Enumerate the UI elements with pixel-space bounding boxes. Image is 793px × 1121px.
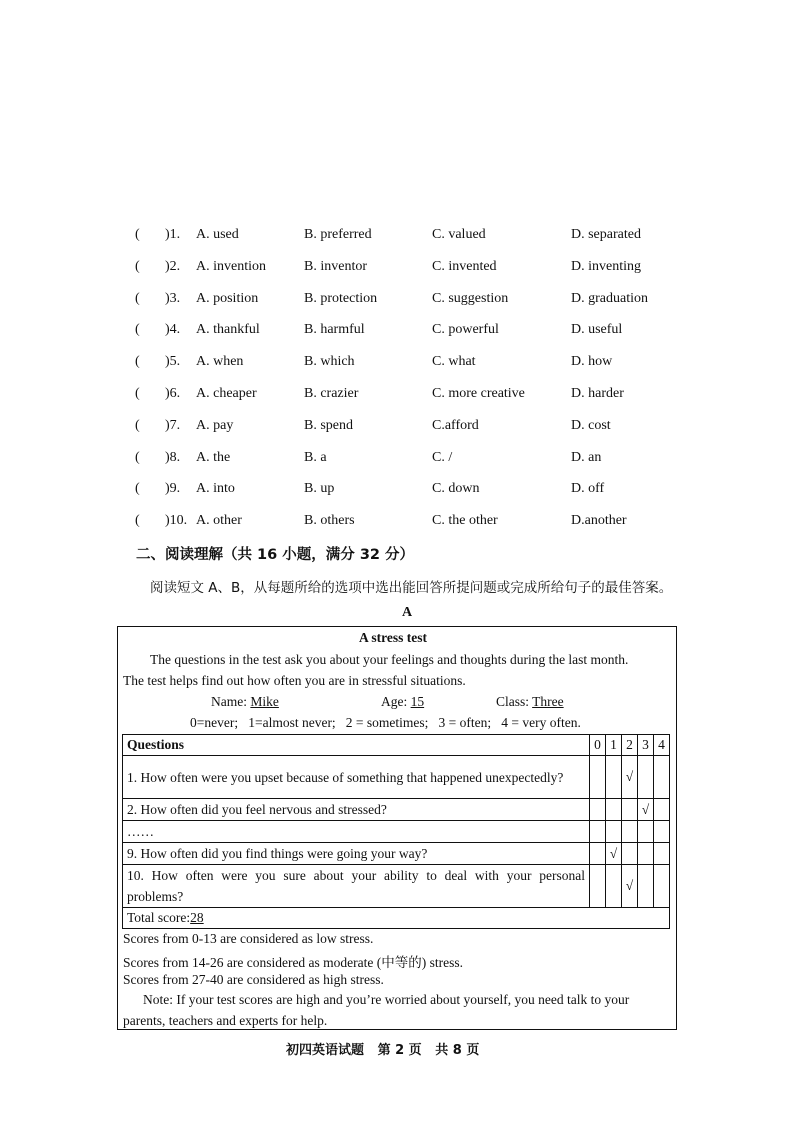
scale-column-header: 3 xyxy=(638,735,654,756)
option-b: B. a xyxy=(304,449,327,465)
option-d: D. harder xyxy=(571,386,624,401)
option-d: D. off xyxy=(571,481,605,497)
table-row xyxy=(123,843,670,865)
table-row xyxy=(123,799,670,821)
total-score-row xyxy=(123,908,670,929)
option-c: C. suggestion xyxy=(432,290,509,306)
empty-cell xyxy=(622,843,638,865)
option-c: C. down xyxy=(432,481,480,497)
option-d: D. useful xyxy=(571,322,623,338)
option-a: A. thankful xyxy=(196,322,260,338)
option-c: C. the other xyxy=(432,513,498,529)
question-text: 9. How often did you find things were going your way? xyxy=(123,843,590,865)
table-row xyxy=(123,865,670,908)
question-text: 2. How often did you feel nervous and stressed? xyxy=(123,799,590,821)
empty-cell xyxy=(654,756,670,799)
question-text: 10. How often were you sure about your ability to deal with your personal problems? xyxy=(123,865,590,908)
stress-test-title: A stress test xyxy=(359,630,427,645)
empty-cell xyxy=(606,821,622,843)
option-b: B. inventor xyxy=(304,258,367,274)
empty-cell xyxy=(622,799,638,821)
name-field: Name: Mike xyxy=(211,694,279,709)
question-number: )8. xyxy=(165,449,181,465)
answer-paren-open: ( xyxy=(135,322,140,338)
option-d: D. inventing xyxy=(571,258,641,274)
total-score: Total score:28 xyxy=(123,908,670,929)
table-row xyxy=(123,756,670,799)
age-field: Age: 15 xyxy=(381,694,425,709)
check-mark: √ xyxy=(622,756,638,799)
answer-paren-open: ( xyxy=(135,513,140,529)
empty-cell xyxy=(606,756,622,799)
rating-scale: 0=never; 1=almost never; 2 = sometimes; 3 = often; 4 = very often. xyxy=(190,715,581,730)
answer-paren-open: ( xyxy=(135,258,140,274)
stress-test-intro-2: The test helps find out how often you are in stressful situations. xyxy=(123,673,466,688)
score-range-moderate: Scores from 14-26 are considered as moderate (中等的) stress. xyxy=(123,955,464,970)
option-a: A. when xyxy=(196,354,244,370)
question-number: )9. xyxy=(165,481,181,497)
option-b: B. which xyxy=(304,354,355,370)
option-b: B. crazier xyxy=(304,386,359,401)
section-heading: 二、阅读理解（共 16 小题，满分 32 分） xyxy=(136,547,415,563)
option-c: C. / xyxy=(432,449,453,465)
option-d: D. an xyxy=(571,449,602,465)
option-a: A. other xyxy=(196,513,242,529)
question-number: )5. xyxy=(165,354,181,370)
option-b: B. protection xyxy=(304,290,378,306)
option-c: C. more creative xyxy=(432,386,525,401)
option-c: C. powerful xyxy=(432,322,499,338)
answer-paren-open: ( xyxy=(135,227,140,242)
option-b: B. up xyxy=(304,481,335,497)
class-field: Class: Three xyxy=(496,694,564,709)
answer-paren-open: ( xyxy=(135,290,140,306)
option-a: A. position xyxy=(196,290,259,306)
empty-cell xyxy=(638,821,654,843)
empty-cell xyxy=(654,821,670,843)
stress-test-intro-1: The questions in the test ask you about your feelings and thoughts during the last month. xyxy=(150,652,629,667)
questions-header: Questions xyxy=(123,735,590,756)
question-number: )2. xyxy=(165,258,181,274)
score-range-high: Scores from 27-40 are considered as high stress. xyxy=(123,972,384,987)
option-a: A. invention xyxy=(196,258,266,274)
empty-cell xyxy=(654,799,670,821)
question-text: …… xyxy=(123,821,590,843)
page-footer: 初四英语试题 第 2 页 共 8 页 xyxy=(286,1043,480,1058)
option-d: D. separated xyxy=(571,227,641,242)
option-d: D.another xyxy=(571,513,627,529)
answer-paren-open: ( xyxy=(135,481,140,497)
check-mark: √ xyxy=(622,865,638,908)
scale-column-header: 1 xyxy=(606,735,622,756)
option-c: C.afford xyxy=(432,417,479,433)
question-number: )10. xyxy=(165,513,188,529)
answer-paren-open: ( xyxy=(135,449,140,465)
scale-column-header: 4 xyxy=(654,735,670,756)
question-number: )3. xyxy=(165,290,181,306)
check-mark: √ xyxy=(606,843,622,865)
option-a: A. into xyxy=(196,481,235,497)
option-c: C. valued xyxy=(432,227,486,242)
option-b: B. preferred xyxy=(304,227,372,242)
empty-cell xyxy=(606,865,622,908)
table-row xyxy=(123,821,670,843)
empty-cell xyxy=(590,821,606,843)
note-line-1: Note: If your test scores are high and you’re worried about yourself, you need talk to your xyxy=(143,992,630,1007)
empty-cell xyxy=(590,756,606,799)
answer-paren-open: ( xyxy=(135,386,140,401)
option-d: D. how xyxy=(571,354,613,370)
rating-header-row xyxy=(123,735,670,756)
question-number: )1. xyxy=(165,227,181,242)
option-b: B. spend xyxy=(304,417,353,433)
option-c: C. what xyxy=(432,354,476,370)
question-number: )7. xyxy=(165,417,181,433)
scale-column-header: 2 xyxy=(622,735,638,756)
answer-paren-open: ( xyxy=(135,417,140,433)
answer-paren-open: ( xyxy=(135,354,140,370)
check-mark: √ xyxy=(638,799,654,821)
empty-cell xyxy=(590,799,606,821)
option-a: A. pay xyxy=(196,417,234,433)
empty-cell xyxy=(590,865,606,908)
rating-table xyxy=(122,734,670,929)
empty-cell xyxy=(622,821,638,843)
option-a: A. cheaper xyxy=(196,386,257,401)
option-d: D. cost xyxy=(571,417,611,433)
option-b: B. others xyxy=(304,513,355,529)
option-c: C. invented xyxy=(432,258,497,274)
note-line-2: parents, teachers and experts for help. xyxy=(123,1013,328,1028)
option-a: A. the xyxy=(196,449,231,465)
empty-cell xyxy=(590,843,606,865)
empty-cell xyxy=(638,865,654,908)
empty-cell xyxy=(654,865,670,908)
option-d: D. graduation xyxy=(571,290,648,306)
option-b: B. harmful xyxy=(304,322,365,338)
empty-cell xyxy=(606,799,622,821)
question-text: 1. How often were you upset because of something that happened unexpectedly? xyxy=(123,756,590,799)
empty-cell xyxy=(638,843,654,865)
question-number: )4. xyxy=(165,322,181,338)
question-number: )6. xyxy=(165,386,181,401)
empty-cell xyxy=(638,756,654,799)
section-instruction: 阅读短文 A、B，从每题所给的选项中选出能回答所提问题或完成所给句子的最佳答案。 xyxy=(150,580,673,596)
scale-column-header: 0 xyxy=(590,735,606,756)
empty-cell xyxy=(654,843,670,865)
score-range-low: Scores from 0-13 are considered as low stress. xyxy=(123,931,374,946)
option-a: A. used xyxy=(196,227,239,242)
passage-letter: A xyxy=(402,605,413,620)
